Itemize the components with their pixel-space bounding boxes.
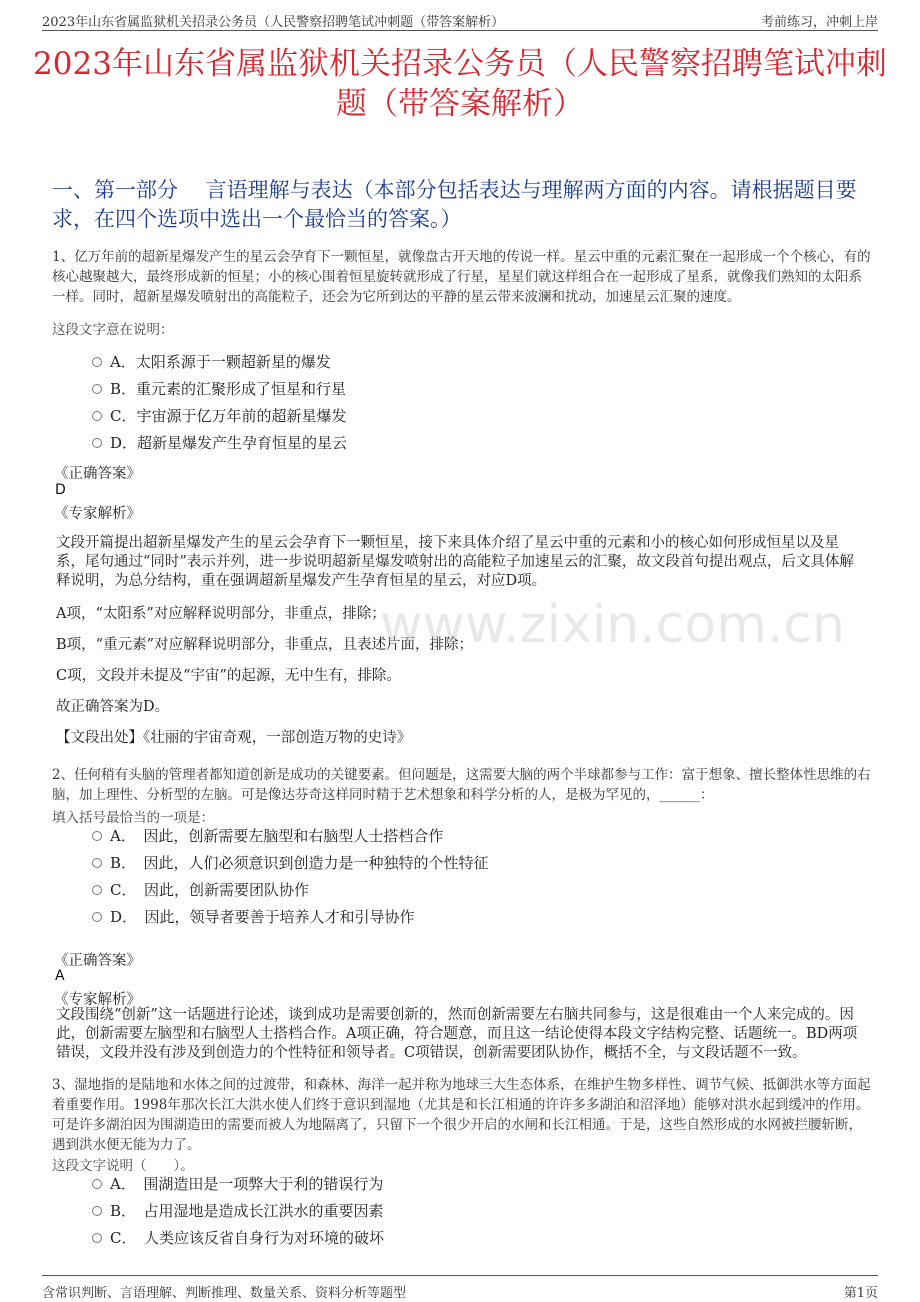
q2-analysis: 文段围绕“创新”这一话题进行论述，谈到成功是需要创新的，然而创新需要左右脑共同参与，这是很难由一个人来完成的。因此，创新需要左脑型和右脑型人士搭档合作。A项正确，符合题意，而且这一结论使得本段文字结构完整、话题统一。BD两项错误，文段并没有涉及到创造力的个性特征和领导者。C项错误，创新需要团队协作，概括不全，与文段话题不一致。 <box>56 1007 858 1061</box>
q2-answer-label: 《正确答案》 <box>54 953 141 969</box>
question-3-stem <box>52 1075 874 1155</box>
page-title: 2023年山东省属监狱机关招录公务员（人民警察招聘笔试冲刺题（带答案解析） <box>33 46 887 122</box>
q1-option-b[interactable]: B．重元素的汇聚形成了恒星和行星 <box>92 377 346 401</box>
source-note: 【文段出处】《壮丽的宇宙奇观，一部创造万物的史诗》 <box>56 730 412 746</box>
q2-option-d[interactable]: D． 因此，领导者要善于培养人才和引导协作 <box>92 905 415 929</box>
q2-option-b[interactable]: B． 因此，人们必须意识到创造力是一种独特的个性特征 <box>92 851 489 875</box>
q1-analysis-label: 《专家解析》 <box>54 506 141 522</box>
question-3-text: 3、湿地指的是陆地和水体之间的过渡带，和森林、海洋一起并称为地球三大生态体系，在维护生物多样性、调节气候、抵御洪水等方面起着重要作用。1998年那次长江大洪水使人们终于意识到湿地（尤其是和长江相通的许许多多湖泊和沼泽地）能够对洪水起到缓冲的作用。可是许多湖泊因为围湖造田的需要而被人为地隔离了，只留下一个很少开启的水闸和长江相通。于是，这些自然形成的水网被拦腰斩断，遇到洪水便无能为力了。 <box>52 1077 871 1153</box>
analysis-paragraph: 故正确答案为D。 <box>56 699 170 715</box>
q1-option-a[interactable]: A．太阳系源于一颗超新星的爆发 <box>92 350 331 374</box>
watermark: www.zixin.com.cn <box>380 595 845 655</box>
q1-option-d[interactable]: D．超新星爆发产生孕育恒星的星云 <box>92 431 347 455</box>
footer-topics: 含常识判断、言语理解、判断推理、数量关系、资料分析等题型 <box>42 1286 407 1301</box>
question-1-text: 1、亿万年前的超新星爆发产生的星云会孕育下一颗恒星，就像盘古开天地的传说一样。星云中重的元素汇聚在一起形成一个个核心，有的核心越聚越大，最终形成新的恒星；小的核心围着恒星旋转就形成了行星，星星们就这样组合在一起形成了星系，就像我们熟知的太阳系一样。同时，超新星爆发喷射出的高能粒子，还会为它所到达的平静的星云带来波澜和扰动，加速星云汇聚的速度。 <box>52 249 871 305</box>
analysis-paragraph: C项，文段并未提及“宇宙”的起源，无中生有，排除。 <box>56 668 401 684</box>
analysis-paragraph: 文段开篇提出超新星爆发产生的星云会孕育下一颗恒星，接下来具体介绍了星云中重的元素和小的核心如何形成恒星以及星系，尾句通过“同时”表示并列，进一步说明超新星爆发喷射出的高能粒子加速星云的汇聚，故文段首句提出观点，后文具体解释说明，为总分结构，重在强调超新星爆发产生孕育恒星的星云，对应D项。 <box>56 535 854 589</box>
radio-icon[interactable] <box>92 411 102 421</box>
radio-icon[interactable] <box>92 912 102 922</box>
q2-answer: A <box>55 968 65 984</box>
header-doc-title: 2023年山东省属监狱机关招录公务员（人民警察招聘笔试冲刺题（带答案解析） <box>42 15 505 30</box>
radio-icon[interactable] <box>92 885 102 895</box>
radio-icon[interactable] <box>92 438 102 448</box>
q3-option-c[interactable]: C． 人类应该反省自身行为对环境的破坏 <box>92 1226 384 1250</box>
page-number: 第1页 <box>843 1286 878 1301</box>
analysis-paragraph: B项，“重元素”对应解释说明部分，非重点，且表述片面，排除； <box>56 637 473 653</box>
q2-analysis-label: 《专家解析》 <box>54 992 141 1008</box>
q1-answer: D <box>55 482 66 498</box>
radio-icon[interactable] <box>92 1179 102 1189</box>
q1-option-c[interactable]: C．宇宙源于亿万年前的超新星爆发 <box>92 404 346 428</box>
radio-icon[interactable] <box>92 1206 102 1216</box>
radio-icon[interactable] <box>92 1233 102 1243</box>
radio-icon[interactable] <box>92 384 102 394</box>
q3-option-a[interactable]: A． 围湖造田是一项弊大于利的错误行为 <box>92 1172 383 1196</box>
question-2-prompt: 填入括号最恰当的一项是： <box>52 810 214 826</box>
page-header <box>42 8 878 31</box>
question-1-stem <box>52 247 874 307</box>
q2-option-c[interactable]: C． 因此，创新需要团队协作 <box>92 878 309 902</box>
radio-icon[interactable] <box>92 357 102 367</box>
question-2-stem <box>52 765 874 805</box>
q2-option-a[interactable]: A． 因此，创新需要左脑型和右脑型人士搭档合作 <box>92 824 443 848</box>
header-slogan: 考前练习，冲刺上岸 <box>760 15 878 30</box>
page-footer <box>42 1275 878 1302</box>
section-heading: 一、第一部分 言语理解与表达（本部分包括表达与理解两方面的内容。请根据题目要求，在四个选项中选出一个最恰当的答案。） <box>52 178 857 231</box>
q3-option-b[interactable]: B． 占用湿地是造成长江洪水的重要因素 <box>92 1199 384 1223</box>
q1-answer-label: 《正确答案》 <box>54 466 141 482</box>
analysis-paragraph: A项，“太阳系”对应解释说明部分，非重点，排除； <box>56 606 386 622</box>
question-1-prompt: 这段文字意在说明： <box>52 322 174 338</box>
radio-icon[interactable] <box>92 858 102 868</box>
radio-icon[interactable] <box>92 831 102 841</box>
question-2-text: 2、任何稍有头脑的管理者都知道创新是成功的关键要素。但问题是，这需要大脑的两个半球都参与工作：富于想象、擅长整体性思维的右脑，加上理性、分析型的左脑。可是像达芬奇这样同时精于艺术想象和科学分析的人，是极为罕见的，______： <box>52 767 871 803</box>
question-3-prompt: 这段文字说明（ ）。 <box>52 1158 194 1174</box>
